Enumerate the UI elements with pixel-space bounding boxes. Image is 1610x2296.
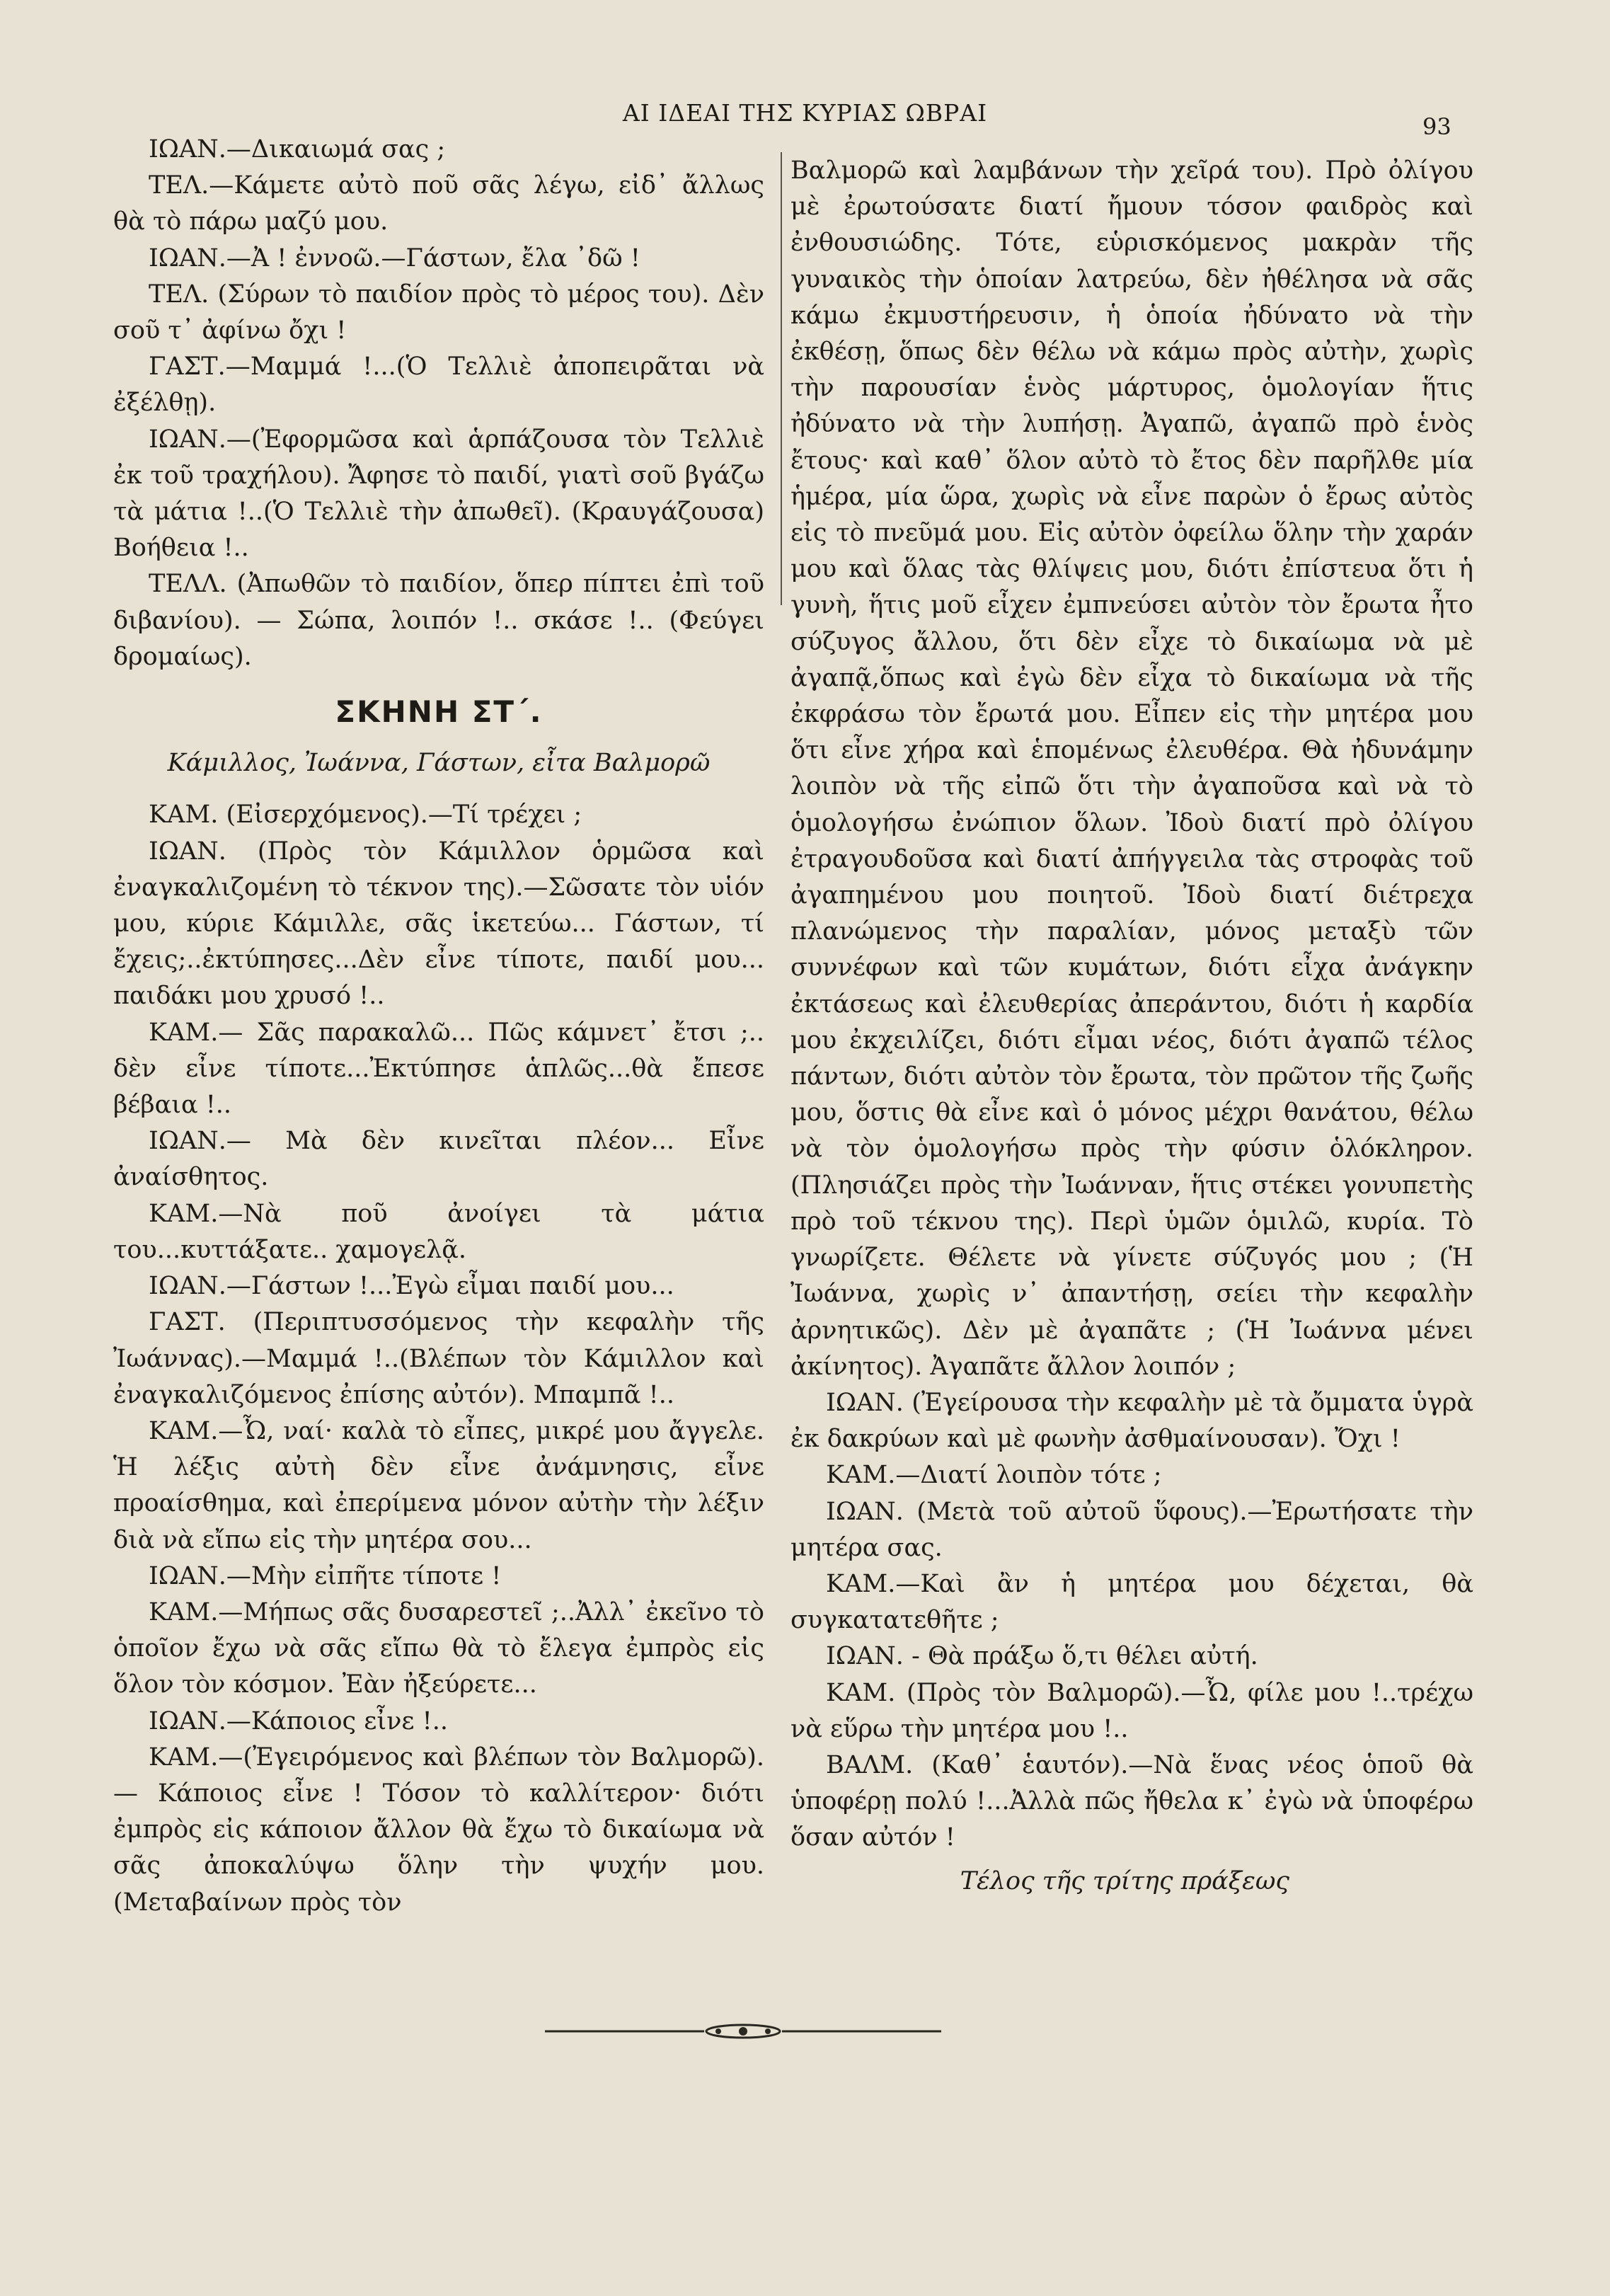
- dialogue-line: ΤΕΛ.—Κάμετε αὐτὸ ποῦ σᾶς λέγω, εἰδ᾽ ἄλλως θὰ τὸ πάρω μαζύ μου.: [113, 171, 764, 236]
- left-column: [113, 132, 764, 1921]
- scene-cast: Κάμιλλος, Ἰωάννα, Γάστων, εἶτα Βαλμορῶ: [167, 749, 711, 778]
- dialogue-line: ΙΩΑΝ. (Μετὰ τοῦ αὐτοῦ ὕφους).—Ἐρωτήσατε τὴν μητέρα σας.: [790, 1497, 1473, 1562]
- dialogue-line: ΓΑΣΤ.—Μαμμά !...(Ὁ Τελλιὲ ἀποπειρᾶται νὰ ἐξέλθῃ).: [113, 352, 764, 418]
- dialogue-line: ΚΑΜ. (Εἰσερχόμενος).—Τί τρέχει ;: [149, 800, 582, 830]
- dialogue-line: ΙΩΑΝ.—(Ἐφορμῶσα καὶ ἁρπάζουσα τὸν Τελλιὲ ἐκ τοῦ τραχήλου). Ἄφησε τὸ παιδί, γιατὶ σοῦ βγάζω τὰ μάτια !..(Ὁ Τελλιὲ τὴν ἀπωθεῖ). (Κραυγάζουσα) Βοήθεια !..: [113, 425, 764, 563]
- dialogue-line: ΚΑΜ. (Πρὸς τὸν Βαλμορῶ).—Ὦ, φίλε μου !..τρέχω νὰ εὕρω τὴν μητέρα μου !..: [790, 1678, 1473, 1743]
- ornament-rule: [545, 2021, 941, 2042]
- dialogue-line: ΙΩΑΝ. (Πρὸς τὸν Κάμιλλον ὁρμῶσα καὶ ἐναγκαλιζομένη τὸ τέκνον της).—Σῶσατε τὸν υἱόν μου, κύριε Κάμιλλε, σᾶς ἱκετεύω... Γάστων, τί ἔχεις;..ἐκτύπησες...Δὲν εἶνε τίποτε, παιδί μου... παιδάκι μου χρυσό !..: [113, 837, 764, 1011]
- dialogue-line: ΤΕΛ. (Σύρων τὸ παιδίον πρὸς τὸ μέρος του). Δὲν σοῦ τ᾽ ἀφίνω ὄχι !: [113, 280, 764, 345]
- dialogue-line: ΚΑΜ.—(Ἐγειρόμενος καὶ βλέπων τὸν Βαλμορῶ).— Κάποιος εἶνε ! Τόσον τὸ καλλίτερον· διότι ἐμπρὸς εἰς κάποιον ἄλλον θὰ ἔχω τὸ δικαίωμα νὰ σᾶς ἀποκαλύψω ὅλην τὴν ψυχήν μου. (Μεταβαίνων πρὸς τὸν: [113, 1743, 764, 1917]
- dialogue-line: ΙΩΑΝ.— Μὰ δὲν κινεῖται πλέον... Εἶνε ἀναίσθητος.: [113, 1127, 764, 1192]
- scene-heading: ΣΚΗΝΗ ΣΤ΄.: [335, 694, 543, 730]
- right-column: [790, 153, 1473, 1900]
- dialogue-line: ΙΩΑΝ.—Κάποιος εἶνε !..: [149, 1706, 448, 1735]
- dialogue-line: ΚΑΜ.—Ὦ, ναί· καλὰ τὸ εἶπες, μικρέ μου ἄγγελε. Ἡ λέξις αὐτὴ δὲν εἶνε ἀνάμνησις, εἶνε προαίσθημα, καὶ ἐπερίμενα μόνον αὐτὴν τὴν λέξιν διὰ νὰ εἴπω εἰς τὴν μητέρα σου...: [113, 1416, 764, 1554]
- dialogue-line: ΚΑΜ.—Νὰ ποῦ ἀνοίγει τὰ μάτια του...κυττάξατε.. χαμογελᾷ.: [113, 1199, 764, 1264]
- dialogue-line: ΙΩΑΝ. (Ἐγείρουσα τὴν κεφαλὴν μὲ τὰ ὄμματα ὑγρὰ ἐκ δακρύων καὶ μὲ φωνὴν ἀσθμαίνουσαν). Ὄχι !: [790, 1388, 1473, 1454]
- column-divider: [781, 152, 782, 605]
- dialogue-line: ΙΩΑΝ.—Μὴν εἰπῆτε τίποτε !: [149, 1561, 502, 1590]
- dialogue-line: ΤΕΛΛ. (Ἀπωθῶν τὸ παιδίον, ὅπερ πίπτει ἐπὶ τοῦ διβανίου). — Σώπα, λοιπόν !.. σκάσε !.. (Φεύγει δρομαίως).: [113, 570, 764, 671]
- dialogue-line: ΒΑΛΜ. (Καθ᾽ ἑαυτόν).—Νὰ ἕνας νέος ὁποῦ θὰ ὑποφέρῃ πολύ !...Ἀλλὰ πῶς ἤθελα κ᾽ ἐγὼ νὰ ὑποφέρω ὅσαν αὐτόν !: [790, 1750, 1473, 1852]
- running-header: ΑΙ ΙΔΕΑΙ ΤΗΣ ΚΥΡΙΑΣ ΩΒΡΑΙ: [622, 99, 988, 127]
- dialogue-line: ΙΩΑΝ.—Γάστων !...Ἐγὼ εἶμαι παιδί μου...: [149, 1272, 674, 1301]
- dialogue-line: ΚΑΜ.—Καὶ ἂν ἡ μητέρα μου δέχεται, θὰ συγκατατεθῆτε ;: [790, 1569, 1473, 1635]
- dialogue-line: ΙΩΑΝ.—Ἀ ! ἐννοῶ.—Γάστων, ἔλα ᾽δῶ !: [149, 243, 640, 272]
- end-of-act: Τέλος τῆς τρίτης πράξεως: [960, 1866, 1289, 1895]
- dialogue-line: ΙΩΑΝ.—Δικαιωμά σας ;: [149, 135, 446, 163]
- dialogue-line: ΚΑΜ.— Σᾶς παρακαλῶ... Πῶς κάμνετ᾽ ἔτσι ;.. δὲν εἶνε τίποτε...Ἐκτύπησε ἁπλῶς...θὰ ἔπεσε βέβαια !..: [113, 1018, 764, 1120]
- dialogue-line: ΚΑΜ.—Διατί λοιπὸν τότε ;: [826, 1461, 1162, 1490]
- dialogue-line: ΚΑΜ.—Μήπως σᾶς δυσαρεστεῖ ;..Ἀλλ᾽ ἐκεῖνο τὸ ὁποῖον ἔχω νὰ σᾶς εἴπω θὰ τὸ ἔλεγα ἐμπρὸς εἰς ὅλον τὸν κόσμον. Ἐὰν ἠξεύρετε...: [113, 1597, 764, 1699]
- page-number: 93: [1422, 113, 1451, 140]
- dialogue-line: ΙΩΑΝ. - Θὰ πράξω ὅ,τι θέλει αὐτή.: [826, 1642, 1258, 1671]
- dialogue-line: Βαλμορῶ καὶ λαμβάνων τὴν χεῖρά του). Πρὸ ὀλίγου μὲ ἐρωτούσατε διατί ἤμουν τόσον φαιδρὸς καὶ ἐνθουσιώδης. Τότε, εὑρισκόμενος μακρὰν τῆς γυναικὸς τὴν ὁποίαν λατρεύω, δὲν ἠθέλησα νὰ σᾶς κάμω ἐκμυστήρευσιν, ἡ ὁποία ἠδύνατο νὰ τὴν ἐκθέσῃ, ὅπως δὲν θέλω νὰ κάμω πρὸς αὐτὴν, χωρὶς τὴν παρουσίαν ἑνὸς μάρτυρος, ὁμολογίαν ἥτις ἠδύνατο νὰ τὴν λυπήσῃ. Ἀγαπῶ, ἀγαπῶ πρὸ ἑνὸς ἔτους· καὶ καθ᾽ ὅλον αὐτὸ τὸ ἔτος δὲν παρῆλθε μία ἡμέρα, μία ὥρα, χωρὶς νὰ εἶνε παρὼν ὁ ἔρως αὐτὸς εἰς τὸ πνεῦμά μου. Εἰς αὐτὸν ὀφείλω ὅλην τὴν χαράν μου καὶ ὅλας τὰς θλίψεις μου, διότι ἐπίστευα ὅτι ἡ γυνὴ, ἥτις μοῦ εἶχεν ἐμπνεύσει αὐτὸν τὸν ἔρωτα ἦτο σύζυγος ἄλλου, ὅτι δὲν εἶχε τὸ δικαίωμα νὰ μὲ ἀγαπᾷ,ὅπως καὶ ἐγὼ δὲν εἶχα τὸ δικαίωμα νὰ τῆς ἐκφράσω τὸν ἔρωτά μου. Εἶπεν εἰς τὴν μητέρα μου ὅτι εἶνε χήρα καὶ ἑπομένως ἐλευθέρα. Θὰ ἠδυνάμην λοιπὸν νὰ τῆς εἰπῶ ὅτι τὴν ἀγαποῦσα καὶ νὰ τὸ ὁμολογήσω ἐνώπιον ὅλων. Ἰδοὺ διατί πρὸ ὀλίγου ἐτραγουδοῦσα καὶ διατί ἀπήγγειλα τὰς στροφὰς τοῦ ἀγαπημένου μου ποιητοῦ. Ἰδοὺ διατί διέτρεχα πλανώμενος τὴν παραλίαν, μόνος μεταξὺ τῶν συννέφων καὶ τῶν κυμάτων, διότι εἶχα ἀνάγκην ἐκτάσεως καὶ ἐλευθερίας ἀπεράντου, διότι ἡ καρδία μου ἐκχειλίζει, διότι εἶμαι νέος, διότι ἀγαπῶ τέλος πάντων, διότι αὐτὸν τὸν ἔρωτα, τὸν πρῶτον τῆς ζωῆς μου, ὅστις θὰ εἶνε καὶ ὁ μόνος μέχρι θανάτου, θέλω νὰ τὸν ὁμολογήσω πρὸς τὴν φύσιν ὁλόκληρον. (Πλησιάζει πρὸς τὴν Ἰωάνναν, ἥτις στέκει γονυπετὴς πρὸ τοῦ τέκνου της). Περὶ ὑμῶν ὁμιλῶ, κυρία. Τὸ γνωρίζετε. Θέλετε νὰ γίνετε σύζυγός μου ; (Ἡ Ἰωάννα, χωρὶς ν᾽ ἀπαντήσῃ, σείει τὴν κεφαλὴν ἀρνητικῶς). Δὲν μὲ ἀγαπᾶτε ; (Ἡ Ἰωάννα μένει ἀκίνητος). Ἀγαπᾶτε ἄλλον λοιπόν ;: [790, 156, 1473, 1381]
- dialogue-line: ΓΑΣΤ. (Περιπτυσσόμενος τὴν κεφαλὴν τῆς Ἰωάννας).—Μαμμά !..(Βλέπων τὸν Κάμιλλον καὶ ἐναγκαλιζόμενος ἐπίσης αὐτόν). Μπαμπᾶ !..: [113, 1308, 764, 1409]
